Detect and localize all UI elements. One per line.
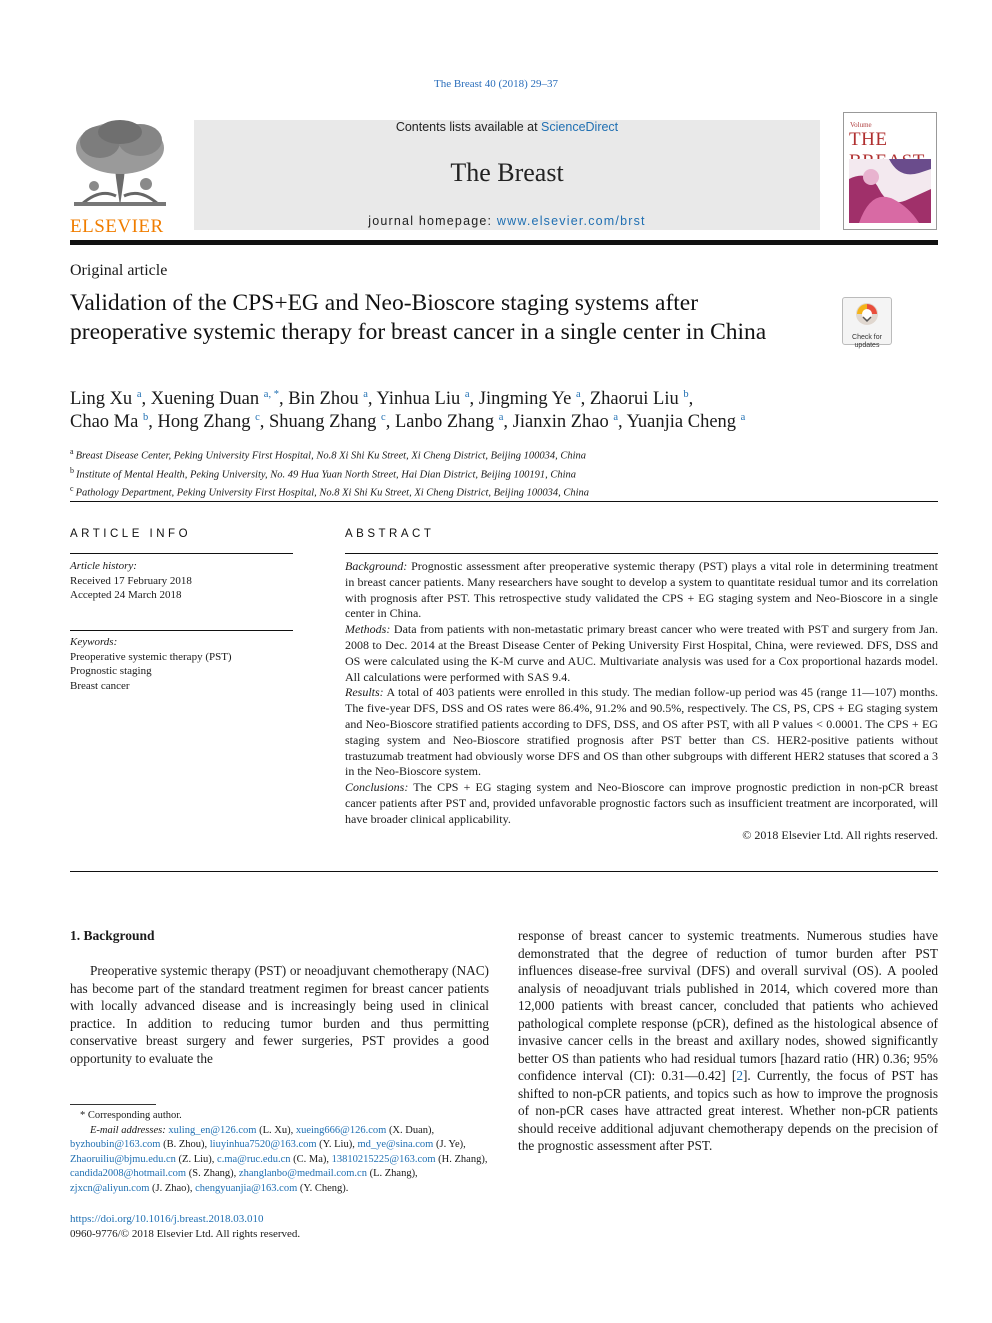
received-date: Received 17 February 2018	[70, 574, 192, 587]
author-name[interactable]: Jianxin Zhao	[512, 412, 614, 432]
keyword-item: Prognostic staging	[70, 665, 152, 677]
email-link[interactable]: 13810215225@163.com	[331, 1153, 436, 1165]
doi-link[interactable]: https://doi.org/10.1016/j.breast.2018.03.010	[70, 1213, 264, 1225]
publisher-name: ELSEVIER	[70, 216, 164, 237]
author-name[interactable]: Yinhua Liu	[376, 389, 465, 409]
section-heading-background: 1. Background	[70, 928, 155, 943]
abstract-end-rule	[70, 871, 938, 872]
author-affiliation-marker[interactable]: a	[464, 388, 470, 400]
abstract-methods: Methods: Data from patients with non-metastatic primary breast cancer who were treated with PST and surgery from Jan. 2008 to Dec. 2014 at the Breast Disease Center of Peking University First Hospital, China, were reviewed. DFS, DSS and OS were calculated using the K-M curve and AUC. Multivariate analysis was used for a Cox proportional hazards model. All calculations were performed with SAS 9.4.	[345, 622, 939, 684]
keywords: Keywords: Preoperative systemic therapy (PST) Prognostic staging Breast cancer	[70, 635, 293, 693]
author-name[interactable]: Zhaorui Liu	[589, 389, 684, 409]
keyword-item: Preoperative systemic therapy (PST)	[70, 650, 232, 663]
email-link[interactable]: candida2008@hotmail.com	[70, 1168, 187, 1179]
journal-banner	[194, 120, 820, 230]
article-type: Original article	[70, 262, 168, 279]
abstract-text	[345, 559, 938, 843]
affiliation-item: $^a$ Breast Disease Center, Peking University First Hospital, No.8 Xi Shi Ku Street, Xi Cheng District, Beijing 100034, China	[70, 447, 587, 462]
corresponding-author-note: * Corresponding author.	[80, 1110, 182, 1121]
author-affiliation-marker[interactable]: a	[740, 411, 746, 423]
header-rule	[70, 240, 938, 245]
body-paragraph-left: Preoperative systemic therapy (PST) or neoadjuvant chemotherapy (NAC) has become part of the standard treatment regimen for breast cancer patients with locally advanced disease and is increasingly being used in clinical practice. In addition to reducing tumor burden and thus permitting conservative breast surgery and fewer surgeries, PST provides a good opportunity to evaluate the	[70, 963, 489, 1066]
email-link[interactable]: byzhoubin@163.com	[70, 1139, 161, 1150]
journal-homepage: journal homepage: www.elsevier.com/brst	[368, 214, 646, 228]
author-name[interactable]: Ling Xu	[70, 389, 137, 409]
author-name[interactable]: Shuang Zhang	[269, 412, 382, 432]
email-link[interactable]: liuyinhua7520@163.com	[209, 1139, 317, 1150]
contents-availability: Contents lists available at ScienceDirect	[395, 120, 619, 134]
author-name[interactable]: Lanbo Zhang	[394, 412, 499, 432]
email-link[interactable]: c.ma@ruc.edu.cn	[217, 1153, 291, 1165]
author-affiliation-marker[interactable]: a	[136, 388, 142, 400]
affiliations	[70, 445, 930, 501]
email-link[interactable]: zjxcn@aliyun.com	[70, 1182, 150, 1194]
email-link[interactable]: zhanglanbo@medmail.com.cn	[238, 1168, 367, 1179]
doi	[70, 1212, 264, 1227]
reference-link[interactable]: 2	[736, 1068, 743, 1083]
abstract-rule	[345, 553, 938, 554]
journal-citation[interactable]: The Breast 40 (2018) 29–37	[433, 78, 559, 90]
author-line-1: Ling Xu $^a$, Xuening Duan $^{a, *}$, Bin Zhou $^a$, Yinhua Liu $^a$, Jingming Ye $^a$, Zhaorui Liu $^b$,	[70, 388, 694, 409]
author-name[interactable]: Xuening Duan	[150, 389, 264, 409]
affiliation-item: $^b$ Institute of Mental Health, Peking University, No. 49 Hua Yuan North Street, Hai Dian District, Beijing 100191, China	[70, 465, 576, 480]
check-updates-icon	[854, 301, 880, 327]
author-name[interactable]: Jingming Ye	[478, 389, 576, 409]
email-link[interactable]: chengyuanjia@163.com	[195, 1182, 298, 1194]
abstract-heading: ABSTRACT	[345, 528, 435, 540]
abstract-copyright: © 2018 Elsevier Ltd. All rights reserved.	[742, 827, 938, 842]
author-name[interactable]: Yuanjia Cheng	[626, 412, 741, 432]
body-paragraph-right: response of breast cancer to systemic treatments. Numerous studies have demonstrated that the degree of reduction of tumor burden after PST influences disease-free survival (DFS) and overall survival (OS). A pooled analysis of neoadjuvant trials published in 2014, which covered more than 12,000 patients with breast cancer, concluded that patients who achieved pathological complete response (pCR), defined as the histological absence of invasive cancer cells in the breast and axillary nodes, showed significantly better OS than patients who had residual tumors [hazard ratio (HR) 0.36; 95% confidence interval (CI): 0.31—0.42] [2]. Currently, the focus of PST has shifted to non-pCR patients, and topics such as how to improve the prognosis of non-pCR cases have attracted great interest. Whether non-pCR patients should receive additional adjuvant chemotherapy depends on the precision of the prognostic assessment after PST.	[518, 928, 938, 1153]
footnote-rule	[70, 1104, 156, 1105]
author-affiliation-marker[interactable]: a	[613, 411, 619, 423]
affiliation-item: $^c$ Pathology Department, Peking University First Hospital, No.8 Xi Shi Ku Street, Xi Cheng District, Beijing 100034, China	[70, 484, 590, 499]
abstract-background: Background: Prognostic assessment after preoperative systemic therapy (PST) plays a vital role in determining treatment in breast cancer patients. Many researchers have sought to develop a system to quantitate residual tumor and its correlation with prognosis after PST. This retrospective study validated the CPS + EG staging system and Neo-Bioscore in a single center in China.	[345, 559, 939, 621]
article-title: Validation of the CPS+EG and Neo-Bioscore staging systems after preoperative systemic therapy for breast cancer in a single center in China	[70, 290, 767, 345]
cover-artwork-icon	[849, 159, 931, 223]
cover-volume-label: Volume	[850, 121, 872, 129]
email-link[interactable]: Zhaoruiliu@bjmu.edu.cn	[70, 1153, 176, 1165]
author-name[interactable]: Chao Ma	[70, 412, 143, 432]
email-link[interactable]: xuling_en@126.com	[168, 1124, 257, 1136]
article-info-rule	[70, 553, 293, 554]
issn-copyright: 0960-9776/© 2018 Elsevier Ltd. All rights reserved.	[70, 1228, 301, 1240]
email-addresses: E-mail addresses: xuling_en@126.com (L. Xu), xueing666@126.com (X. Duan), byzhoubin@163.com (B. Zhou), liuyinhua7520@163.com (Y. Liu), md_ye@sina.com (J. Ye), Zhaoruiliu@bjmu.edu.cn (Z. Liu), c.ma@ruc.edu.cn (C. Ma), 13810215225@163.com (H. Zhang), candida2008@hotmail.com (S. Zhang), zhanglanbo@medmail.com.cn (L. Zhang), zjxcn@aliyun.com (J. Zhao), chengyuanjia@163.com (Y. Cheng).	[70, 1124, 488, 1194]
homepage-link[interactable]: www.elsevier.com/brst	[496, 214, 646, 228]
journal-cover[interactable]	[843, 112, 937, 230]
journal-title: The Breast	[450, 158, 564, 187]
author-affiliation-marker[interactable]: a	[363, 388, 368, 400]
cover-title: THE	[849, 129, 888, 150]
author-affiliation-marker[interactable]: a, *	[263, 388, 279, 400]
author-affiliation-marker[interactable]: b	[142, 411, 149, 423]
author-line-2: Chao Ma $^b$, Hong Zhang $^c$, Shuang Zhang $^c$, Lanbo Zhang $^a$, Jianxin Zhao $^a$, Yuanjia Cheng $^a$	[70, 411, 746, 432]
keywords-rule	[70, 630, 293, 631]
keyword-item: Breast cancer	[70, 679, 130, 692]
abstract-conclusions: Conclusions: The CPS + EG staging system and Neo-Bioscore can improve prognostic prediction in non-pCR breast cancer patients after PST and, provided unfavorable prognostic factors such as insufficient treatment are incorporated, will have broader clinical applicability.	[345, 780, 938, 826]
abstract-results: Results: A total of 403 patients were enrolled in this study. The median follow-up period was 45 (range 11—107) months. The five-year DFS, DSS and OS rates were 86.4%, 91.2% and 90.5%, respectively. The CS, PS, CPS + EG staging system and Neo-Bioscore stratified patients according to DFS, DSS, and OS after PST, with all P values < 0.0001. The CPS + EG staging system and Neo-Bioscore stratified prognosis after PST better than CS. HER2-positive patients without trastuzumab treatment had obviously worse DFS and OS than other subgroups with different HER2 statuses that scored a 3 in the Neo-Bioscore system.	[345, 685, 938, 779]
article-info-heading: ARTICLE INFO	[70, 528, 192, 540]
article-history: Article history: Received 17 February 2018 Accepted 24 March 2018	[70, 559, 293, 603]
author-affiliation-marker[interactable]: c	[381, 411, 386, 423]
accepted-date: Accepted 24 March 2018	[70, 589, 182, 601]
email-link[interactable]: xueing666@126.com	[295, 1124, 387, 1136]
sciencedirect-link[interactable]: ScienceDirect	[541, 120, 619, 134]
author-affiliation-marker[interactable]: c	[255, 411, 260, 423]
author-affiliation-marker[interactable]: a	[498, 411, 504, 423]
author-name[interactable]: Bin Zhou	[288, 389, 364, 409]
author-list	[70, 388, 870, 434]
affiliation-rule	[70, 501, 938, 502]
footnotes	[70, 1109, 489, 1196]
elsevier-tree-icon	[70, 118, 170, 210]
author-affiliation-marker[interactable]: b	[683, 388, 689, 400]
check-for-updates-button[interactable]: Check for updates	[842, 297, 892, 345]
email-link[interactable]: md_ye@sina.com	[357, 1139, 434, 1150]
author-affiliation-marker[interactable]: a	[575, 388, 581, 400]
author-name[interactable]: Hong Zhang	[157, 412, 256, 432]
elsevier-logo[interactable]	[70, 118, 172, 236]
